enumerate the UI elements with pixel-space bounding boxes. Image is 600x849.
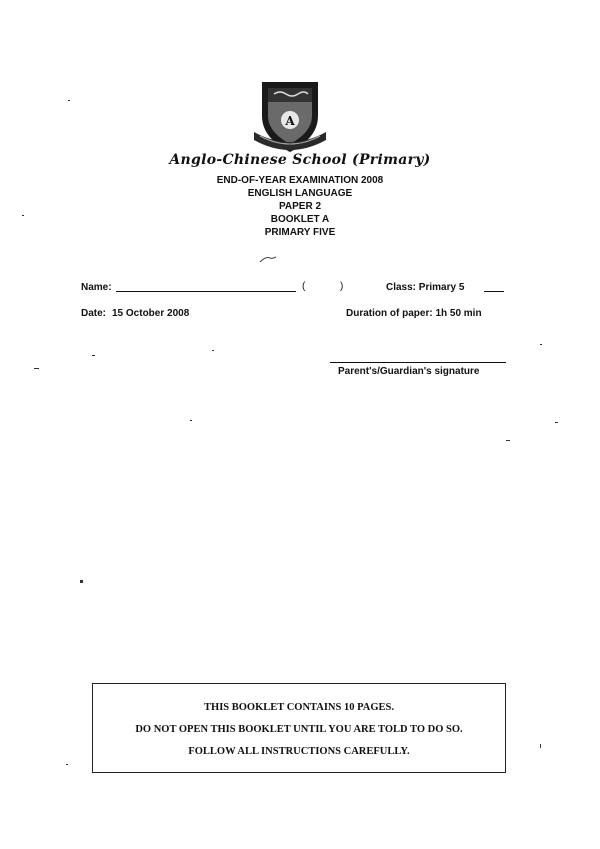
scan-speck: [92, 355, 95, 356]
scan-speck: [555, 422, 558, 423]
name-field-line[interactable]: [116, 291, 296, 292]
scan-speck: [190, 420, 192, 421]
date-value: 15 October 2008: [112, 308, 190, 319]
scan-speck: [540, 744, 541, 748]
name-label: Name:: [81, 282, 112, 293]
date-label: Date:: [81, 308, 107, 319]
scan-speck: [22, 215, 24, 216]
scan-speck: [212, 350, 214, 351]
register-number-open: (: [302, 281, 306, 292]
booklet-title: BOOKLET A: [270, 214, 330, 225]
svg-text:A: A: [285, 114, 295, 128]
pen-mark-icon: [258, 254, 278, 264]
signature-line[interactable]: [330, 362, 506, 363]
notice-do-not-open: DO NOT OPEN THIS BOOKLET UNTIL YOU ARE TOLD TO DO SO.: [135, 724, 463, 735]
subject-title: ENGLISH LANGUAGE: [247, 188, 353, 199]
instructions-box: [92, 683, 506, 773]
scan-speck: [80, 580, 83, 583]
paper-title: PAPER 2: [278, 201, 322, 212]
level-title: PRIMARY FIVE: [264, 227, 336, 238]
scan-speck: [506, 440, 510, 441]
duration-label: Duration of paper: 1h 50 min: [346, 308, 482, 319]
class-label: Class: Primary 5: [386, 282, 465, 293]
class-field-line[interactable]: [484, 291, 504, 292]
signature-label: Parent's/Guardian's signature: [338, 366, 480, 377]
school-name: Anglo-Chinese School (Primary): [169, 152, 431, 168]
notice-follow-instructions: FOLLOW ALL INSTRUCTIONS CAREFULLY.: [188, 746, 410, 757]
scan-speck: [66, 764, 68, 765]
register-number-close: ): [340, 281, 344, 292]
scan-speck: [68, 100, 70, 101]
school-crest-icon: [250, 76, 330, 156]
notice-pages: THIS BOOKLET CONTAINS 10 PAGES.: [204, 702, 394, 713]
scan-speck: [540, 344, 542, 345]
scan-speck: [34, 368, 39, 369]
exam-title: END-OF-YEAR EXAMINATION 2008: [216, 175, 384, 186]
